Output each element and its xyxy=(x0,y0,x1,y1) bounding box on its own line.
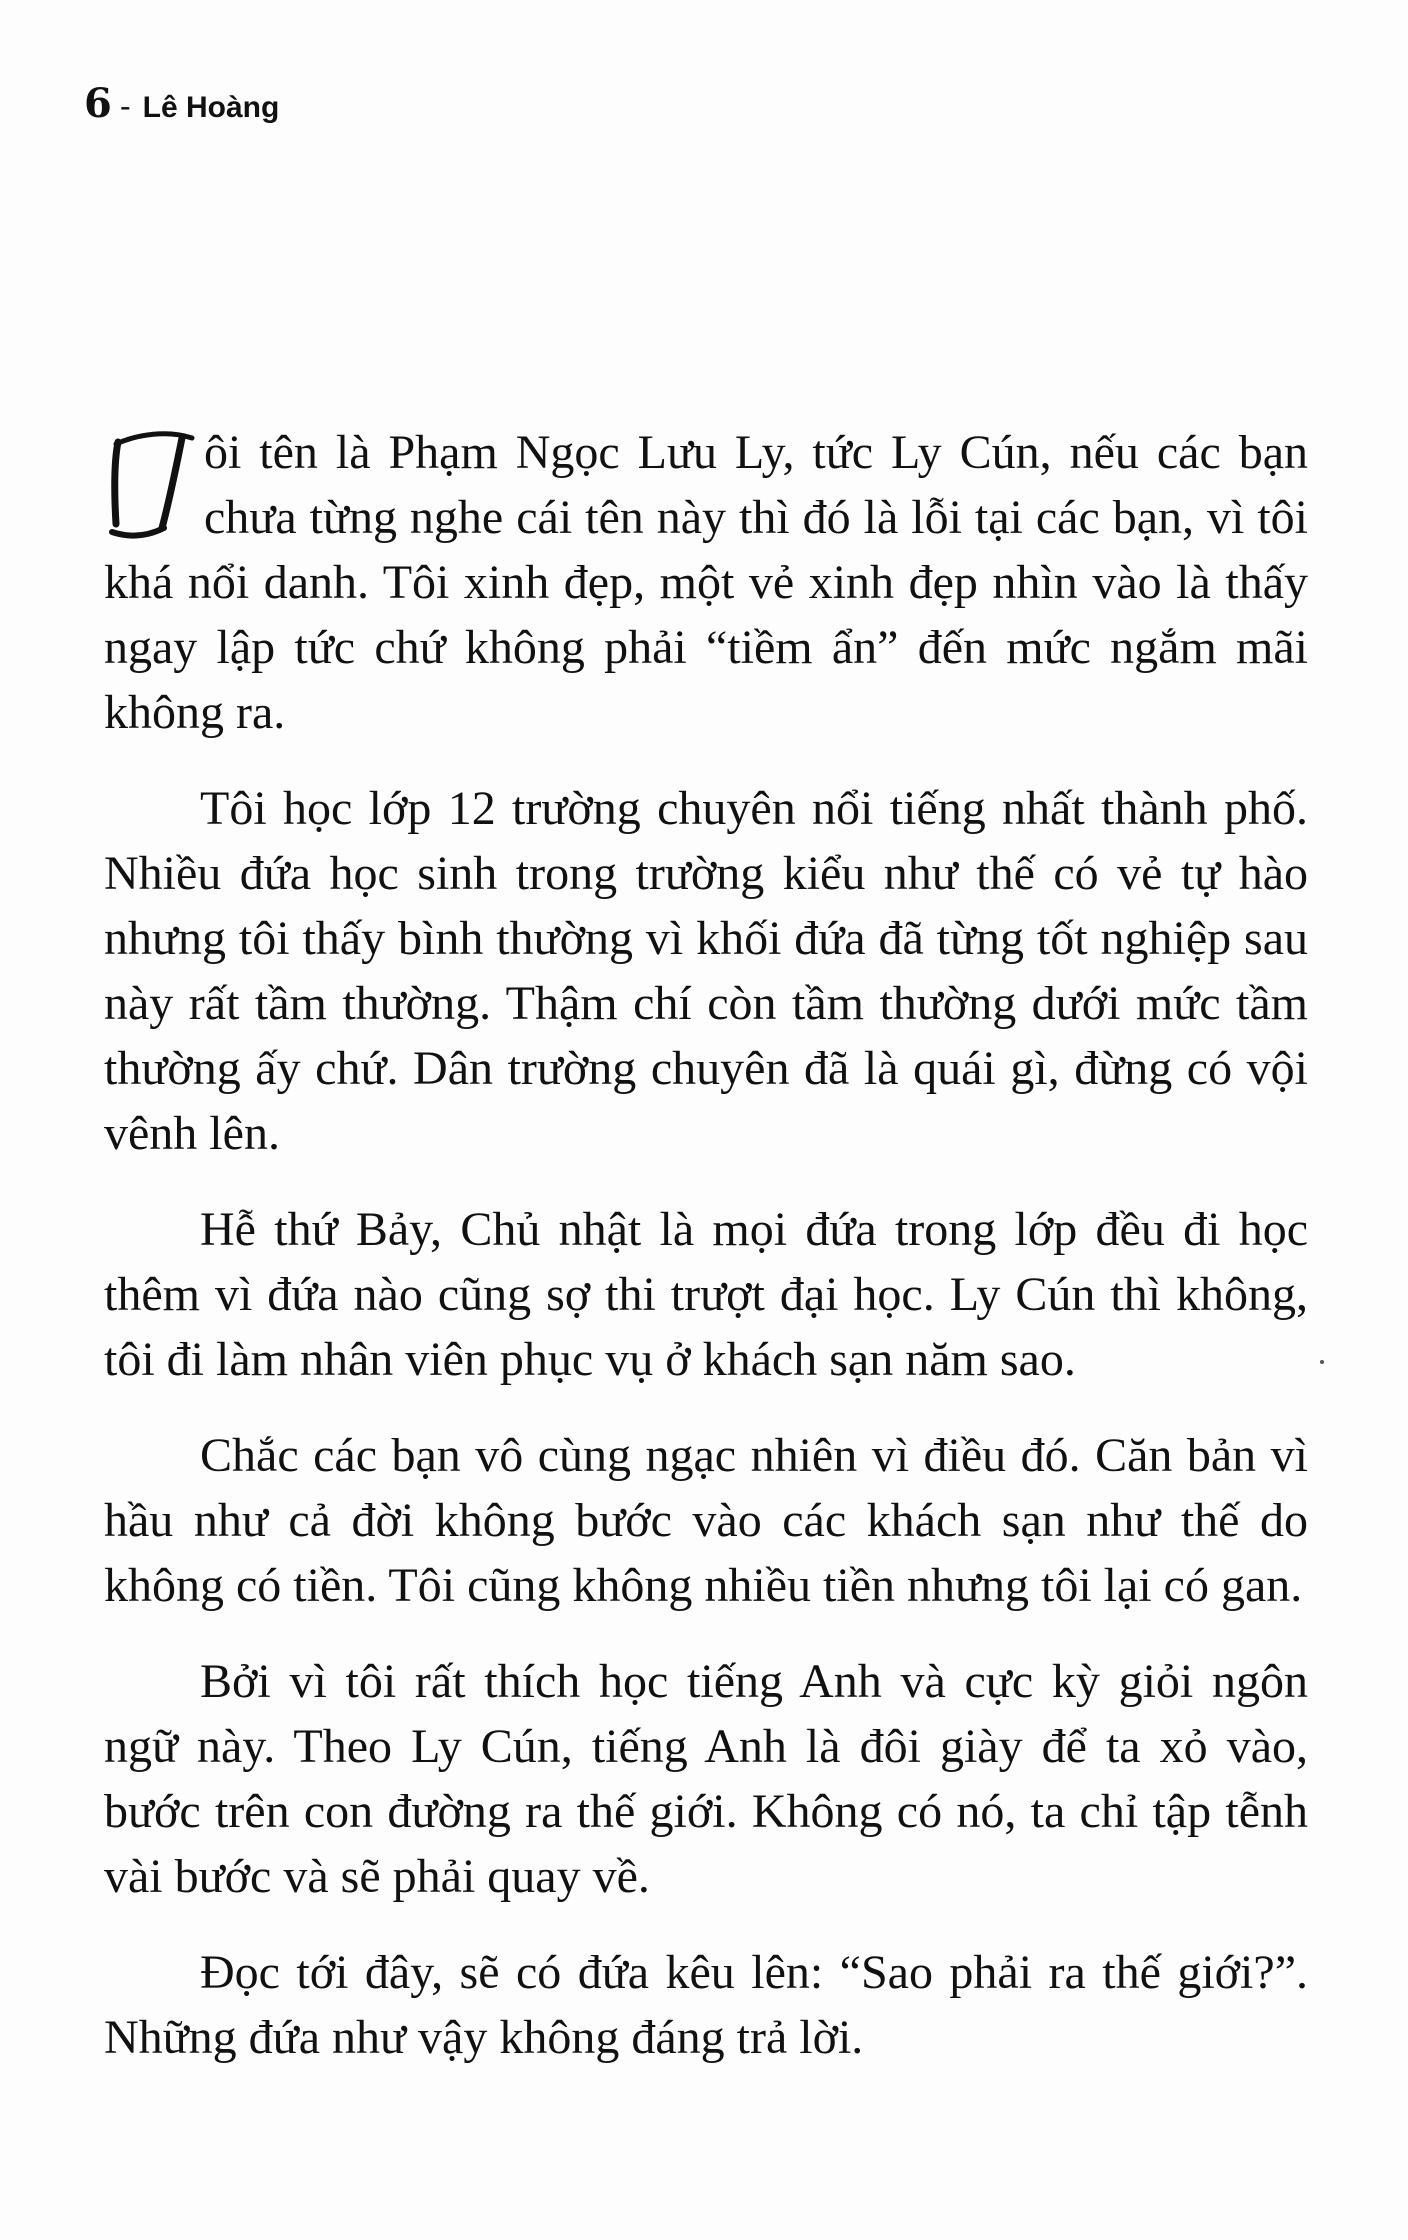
header-separator: - xyxy=(119,87,131,125)
paragraph-4: Chắc các bạn vô cùng ngạc nhiên vì điều đó. Căn bản vì hầu như cả đời không bước vào các khách sạn như thế do không có tiền. Tôi cũng không nhiều tiền nhưng tôi lại có gan. xyxy=(104,1429,1308,1612)
page-number: 6 xyxy=(84,80,112,127)
paragraph-5: Bởi vì tôi rất thích học tiếng Anh và cực kỳ giỏi ngôn ngữ này. Theo Ly Cún, tiếng Anh là đôi giày để ta xỏ vào, bước trên con đường ra thế giới. Không có nó, ta chỉ tập tễnh vài bước và sẽ phải quay về. xyxy=(104,1655,1308,1903)
paragraph-6: Đọc tới đây, sẽ có đứa kêu lên: “Sao phải ra thế giới?”. Những đứa như vậy không đáng trả lời. xyxy=(104,1946,1308,2064)
paragraph-1 xyxy=(104,420,1308,745)
paragraph-3: Hễ thứ Bảy, Chủ nhật là mọi đứa trong lớp đều đi học thêm vì đứa nào cũng sợ thi trượt đại học. Ly Cún thì không, tôi đi làm nhân viên phục vụ ở khách sạn năm sao. xyxy=(104,1203,1308,1386)
running-head xyxy=(84,80,279,127)
author-name: Lê Hoàng xyxy=(142,91,280,124)
dropcap-letter-t xyxy=(104,428,200,546)
scan-speck xyxy=(1320,1360,1324,1364)
paragraph-2: Tôi học lớp 12 trường chuyên nổi tiếng nhất thành phố. Nhiều đứa học sinh trong trường kiểu như thế có vẻ tự hào nhưng tôi thấy bình thường vì khối đứa đã từng tốt nghiệp sau này rất tầm thường. Thậm chí còn tầm thường dưới mức tầm thường ấy chứ. Dân trường chuyên đã là quái gì, đừng có vội vênh lên. xyxy=(104,782,1308,1160)
paragraph-1-text: ôi tên là Phạm Ngọc Lưu Ly, tức Ly Cún, nếu các bạn chưa từng nghe cái tên này thì đó là lỗi tại các bạn, vì tôi khá nổi danh. Tôi xinh đẹp, một vẻ xinh đẹp nhìn vào là thấy ngay lập tức chứ không phải “tiềm ẩn” đến mức ngắm mãi không ra. xyxy=(104,426,1308,739)
chapter-text xyxy=(104,420,1308,2101)
